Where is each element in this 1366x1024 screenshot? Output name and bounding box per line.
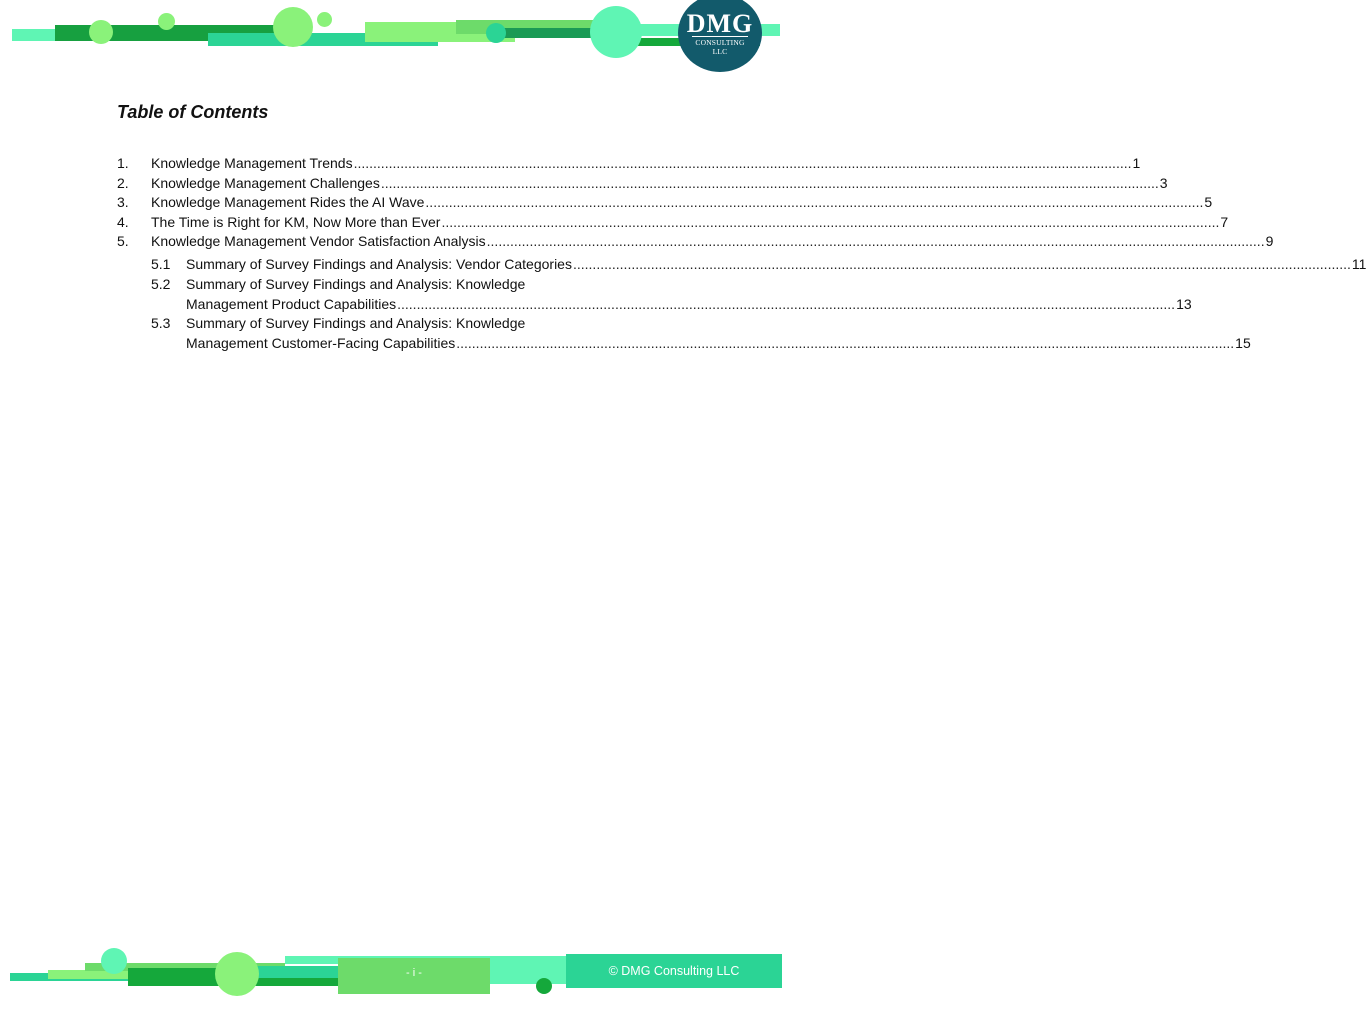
toc-leader-dots: ........................................................................................................................................................................................................: [572, 255, 1351, 272]
toc-entry-page: 15: [1235, 334, 1251, 351]
toc-entry-number: 3.: [117, 194, 129, 210]
header-circle-4: [317, 12, 332, 27]
toc-entry-4[interactable]: [117, 213, 1229, 233]
dmg-logo: [678, 0, 762, 72]
table-of-contents: [117, 154, 1366, 353]
toc-entry-number: 5.1: [151, 255, 171, 272]
copyright-notice: © DMG Consulting LLC: [608, 964, 740, 978]
logo-subtitle: CONSULTING LLC: [692, 36, 748, 56]
header-circle-2: [158, 13, 175, 30]
header-circle-6: [590, 6, 642, 58]
footer-band-mint: [490, 956, 570, 984]
toc-leader-dots: ........................................................................................................................................................................................................: [425, 194, 1204, 210]
footer-circle-1: [101, 948, 127, 974]
toc-leader-dots: ........................................................................................................................................................................................................: [353, 155, 1132, 171]
header-circle-1: [89, 20, 113, 44]
toc-entry-label: Knowledge Management Vendor Satisfaction Analysis: [151, 233, 486, 249]
toc-leader-dots: ........................................................................................................................................................................................................: [397, 295, 1176, 312]
toc-entry-label-line2: Management Customer-Facing Capabilities: [186, 334, 456, 351]
toc-entry-page: 11: [1351, 255, 1366, 272]
toc-entry-number: 1.: [117, 155, 129, 171]
toc-entry-label: Knowledge Management Rides the AI Wave: [151, 194, 425, 210]
toc-leader-dots: ........................................................................................................................................................................................................: [441, 213, 1220, 230]
toc-leader-dots: ........................................................................................................................................................................................................: [380, 174, 1159, 191]
toc-title: Table of Contents: [117, 102, 269, 122]
footer-circle-2: [215, 952, 259, 996]
toc-entry-page: 1: [1132, 155, 1141, 171]
header-circle-5: [486, 23, 506, 43]
page-number: - i -: [406, 967, 422, 979]
toc-entry-label-line2: Management Product Capabilities: [186, 295, 397, 312]
toc-entry-number: 5.3: [151, 315, 171, 331]
header-circle-3: [273, 7, 313, 47]
toc-leader-dots: ........................................................................................................................................................................................................: [456, 334, 1235, 351]
toc-entry-label: Summary of Survey Findings and Analysis: Vendor Categories: [186, 255, 572, 272]
toc-entry-number: 2.: [117, 174, 129, 191]
toc-entry-label: Knowledge Management Trends: [151, 155, 353, 171]
footer-band-lime-left: [48, 970, 138, 979]
toc-entry-1[interactable]: [117, 154, 1141, 174]
toc-entry-page: 3: [1159, 174, 1168, 191]
footer-circle-3: [536, 978, 552, 994]
toc-entry-5-1[interactable]: [117, 255, 1366, 275]
toc-entry-number: 4.: [117, 213, 129, 230]
toc-entry-page: 7: [1220, 213, 1229, 230]
toc-entry-page: 13: [1176, 295, 1192, 312]
toc-entry-2[interactable]: [117, 174, 1168, 194]
toc-entry-5-3[interactable]: [117, 314, 1251, 353]
logo-brand: DMG: [686, 9, 754, 38]
toc-leader-dots: ........................................................................................................................................................................................................: [486, 233, 1265, 249]
toc-entry-label-line1: Summary of Survey Findings and Analysis: Knowledge: [186, 276, 526, 292]
toc-entry-5-2[interactable]: [117, 275, 1192, 314]
toc-entry-number: 5.: [117, 233, 129, 249]
toc-entry-label: The Time is Right for KM, Now More than Ever: [151, 213, 441, 230]
toc-entry-3[interactable]: [117, 193, 1213, 213]
toc-entry-page: 5: [1204, 194, 1213, 210]
toc-entry-number: 5.2: [151, 276, 171, 292]
toc-entry-5[interactable]: [117, 232, 1274, 252]
toc-entry-label: Knowledge Management Challenges: [151, 174, 380, 191]
toc-entry-page: 9: [1265, 233, 1274, 249]
toc-entry-label-line1: Summary of Survey Findings and Analysis: Knowledge: [186, 315, 526, 331]
